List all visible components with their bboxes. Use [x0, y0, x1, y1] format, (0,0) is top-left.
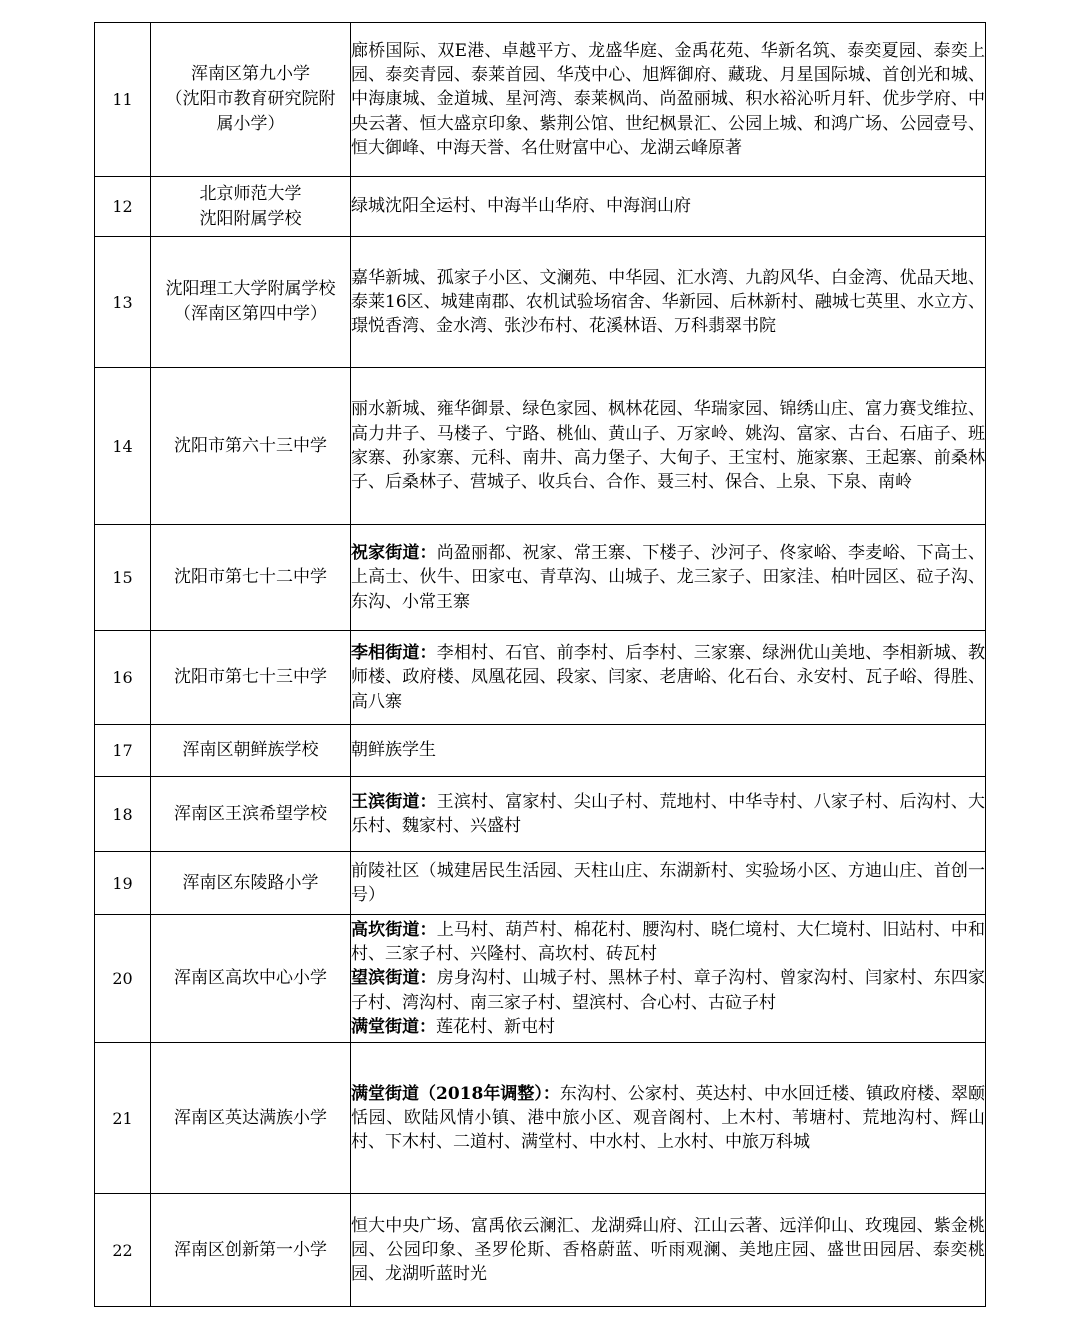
enrollment-area	[351, 23, 986, 177]
area-text: 李相村、石官、前李村、后李村、三家寨、绿洲优山美地、李相新城、教师楼、政府楼、凤凰花园、段家、闫家、老唐峪、化石台、永安村、瓦子峪、得胜、高八寨	[351, 643, 986, 712]
school-name-line: 浑南区朝鲜族学校	[182, 740, 319, 760]
table-row	[95, 1043, 986, 1194]
area-text: 莲花村、新屯村	[436, 1016, 555, 1037]
area-segment	[351, 859, 985, 908]
school-name-line: 沈阳市第七十二中学	[174, 567, 327, 587]
school-name-line: 属小学）	[216, 114, 285, 134]
school-name	[151, 1194, 351, 1307]
area-segment	[351, 1082, 985, 1155]
street-label: 满堂街道：	[351, 1016, 436, 1037]
school-name-line: 浑南区第九小学	[191, 64, 310, 84]
area-text: 房身沟村、山城子村、黑林子村、章子沟村、曾家沟村、闫家村、东四家子村、湾沟村、南三家子村、望滨村、合心村、古砬子村	[351, 968, 986, 1013]
school-name	[151, 177, 351, 237]
row-number: 13	[95, 237, 151, 368]
table-row	[95, 237, 986, 368]
street-label: 满堂街道（2018年调整）：	[351, 1083, 560, 1104]
school-name	[151, 23, 351, 177]
area-segment	[351, 738, 985, 762]
school-name-line: 浑南区高坎中心小学	[174, 968, 327, 988]
area-segment	[351, 966, 985, 1015]
row-number: 21	[95, 1043, 151, 1194]
row-number: 15	[95, 525, 151, 631]
area-text: 上马村、葫芦村、棉花村、腰沟村、晓仁境村、大仁境村、旧站村、中和村、三家子村、兴隆村、高坎村、砖瓦村	[351, 919, 986, 965]
school-name	[151, 368, 351, 525]
school-name	[151, 777, 351, 852]
table-row	[95, 368, 986, 525]
area-text: 前陵社区（城建居民生活园、天柱山庄、东湖新村、实验场小区、方迪山庄、首创一号）	[351, 860, 985, 905]
row-number: 16	[95, 631, 151, 725]
area-text: 嘉华新城、孤家子小区、文澜苑、中华园、汇水湾、九韵风华、白金湾、优品天地、泰莱16区、城建南郡、农机试验场宿舍、华新园、后林新村、融城七英里、水立方、璟悦香湾、金水湾、张沙布村、花溪林语、万科翡翠书院	[351, 267, 985, 337]
table-row	[95, 725, 986, 777]
street-label: 李相街道：	[351, 643, 437, 664]
school-name-line: 浑南区东陵路小学	[182, 872, 319, 893]
school-name-line: 浑南区英达满族小学	[174, 1107, 327, 1128]
school-name	[151, 725, 351, 777]
enrollment-area	[351, 631, 986, 725]
row-number: 12	[95, 177, 151, 237]
area-segment	[351, 397, 985, 494]
enrollment-area	[351, 915, 986, 1043]
area-segment	[351, 790, 985, 839]
school-name-line: 沈阳市第六十三中学	[174, 435, 327, 456]
enrollment-area	[351, 237, 986, 368]
table-row	[95, 631, 986, 725]
area-segment	[351, 39, 985, 160]
area-text: 廊桥国际、双E港、卓越平方、龙盛华庭、金禹花苑、华新名筑、泰奕夏园、泰奕上园、泰奕青园、泰莱首园、华茂中心、旭辉御府、藏珑、月星国际城、首创光和城、中海康城、金道城、星河湾、泰莱枫尚、尚盈丽城、积水裕沁听月轩、优步学府、中央云著、恒大盛京印象、紫荆公馆、世纪枫景汇、公园上城、和鸿广场、公园壹号、恒大御峰、中海天誉、名仕财富中心、龙湖云峰原著	[351, 40, 985, 158]
school-name-line: （浑南区第四中学）	[174, 304, 327, 324]
area-text: 王滨村、富家村、尖山子村、荒地村、中华寺村、八家子村、后沟村、大乐村、魏家村、兴盛村	[351, 791, 986, 836]
street-label: 王滨街道：	[351, 791, 437, 812]
row-number: 22	[95, 1194, 151, 1307]
area-segment	[351, 641, 985, 714]
street-label: 望滨街道：	[351, 968, 437, 989]
enrollment-area	[351, 525, 986, 631]
row-number: 14	[95, 368, 151, 525]
area-text: 朝鲜族学生	[351, 740, 436, 761]
table-row	[95, 525, 986, 631]
area-segment	[351, 918, 985, 967]
street-label: 高坎街道：	[351, 919, 437, 940]
school-name-line: 沈阳理工大学附属学校	[165, 279, 336, 299]
enrollment-area	[351, 852, 986, 915]
school-name	[151, 852, 351, 915]
area-text: 东沟村、公家村、英达村、中水回迁楼、镇政府楼、翠颐恬园、欧陆风情小镇、港中旅小区、观音阁村、上木村、苇塘村、荒地沟村、辉山村、下木村、二道村、满堂村、中水村、上水村、中旅万科城	[351, 1083, 985, 1153]
school-name-line: 浑南区创新第一小学	[174, 1239, 327, 1260]
table-row	[95, 852, 986, 915]
row-number: 18	[95, 777, 151, 852]
school-name	[151, 631, 351, 725]
area-segment	[351, 541, 985, 614]
row-number: 19	[95, 852, 151, 915]
table-row	[95, 777, 986, 852]
row-number: 20	[95, 915, 151, 1043]
area-segment	[351, 1015, 985, 1039]
school-name-line: 北京师范大学	[199, 183, 302, 204]
area-text: 丽水新城、雍华御景、绿色家园、枫林花园、华瑞家园、锦绣山庄、富力赛戈维拉、高力井子、马楼子、宁路、桃仙、黄山子、万家岭、姚沟、富家、古台、石庙子、班家寨、孙家寨、元科、南井、高力堡子、大甸子、王宝村、施家寨、王起寨、前桑林子、后桑林子、营城子、收兵台、合作、聂三村、保合、上泉、下泉、南岭	[351, 399, 985, 493]
enrollment-area	[351, 368, 986, 525]
area-segment	[351, 266, 985, 339]
enrollment-area	[351, 1194, 986, 1307]
table-row	[95, 23, 986, 177]
school-district-table	[94, 22, 986, 1307]
row-number: 11	[95, 23, 151, 177]
enrollment-area	[351, 777, 986, 852]
area-text: 绿城沈阳全运村、中海半山华府、中海润山府	[351, 196, 691, 217]
enrollment-area	[351, 725, 986, 777]
area-segment	[351, 194, 985, 218]
enrollment-area	[351, 1043, 986, 1194]
school-name	[151, 525, 351, 631]
table-row	[95, 177, 986, 237]
table-row	[95, 915, 986, 1043]
school-name	[151, 915, 351, 1043]
enrollment-area	[351, 177, 986, 237]
school-name-line: 沈阳附属学校	[199, 208, 302, 229]
area-text: 尚盈丽都、祝家、常王寨、下楼子、沙河子、佟家峪、李麦峪、下高士、上高士、伙牛、田家屯、青草沟、山城子、龙三家子、田家洼、柏叶园区、砬子沟、东沟、小常王寨	[351, 543, 986, 612]
school-name	[151, 237, 351, 368]
table-row	[95, 1194, 986, 1307]
street-label: 祝家街道：	[351, 543, 437, 564]
row-number: 17	[95, 725, 151, 777]
school-name	[151, 1043, 351, 1194]
area-segment	[351, 1214, 985, 1287]
school-name-line: 沈阳市第七十三中学	[174, 667, 327, 687]
area-text: 恒大中央广场、富禹依云澜汇、龙湖舜山府、江山云著、远洋仰山、玫瑰园、紫金桃园、公园印象、圣罗伦斯、香格蔚蓝、听雨观澜、美地庄园、盛世田园居、泰奕桃园、龙湖听蓝时光	[351, 1215, 985, 1285]
school-name-line: （沈阳市教育研究院附	[165, 89, 336, 109]
school-name-line: 浑南区王滨希望学校	[174, 803, 327, 824]
